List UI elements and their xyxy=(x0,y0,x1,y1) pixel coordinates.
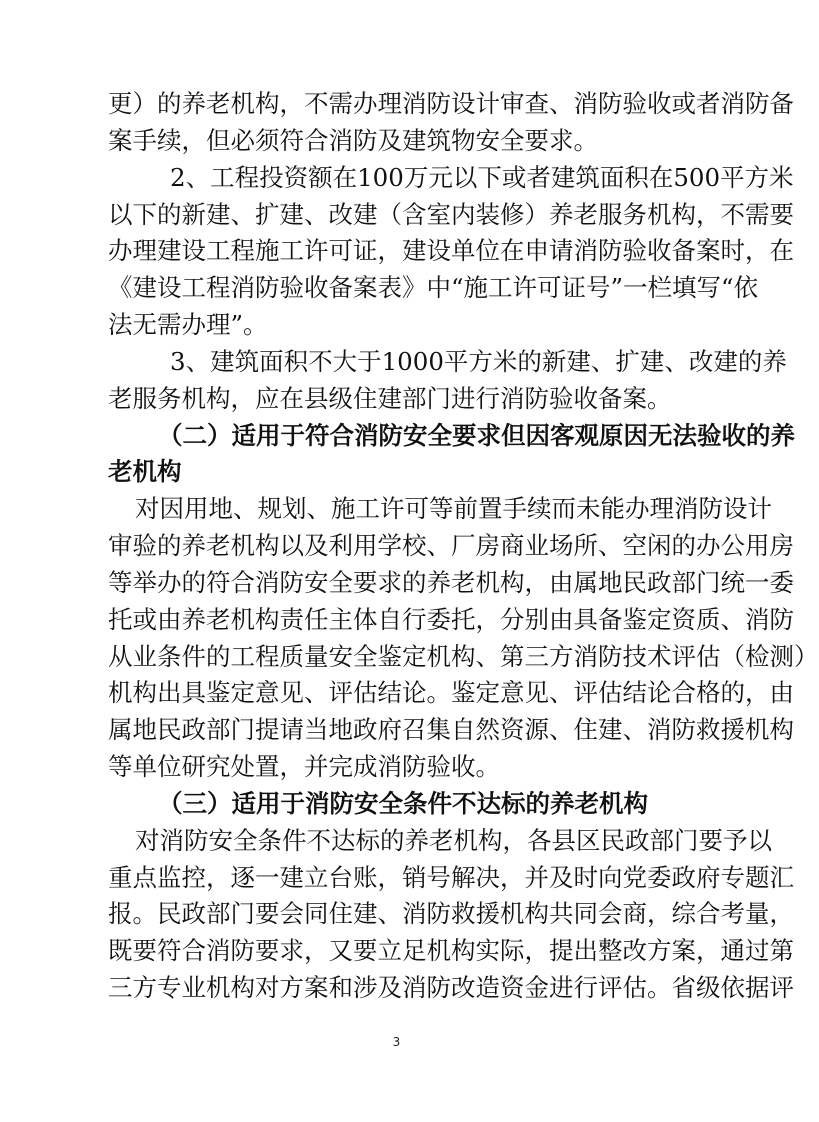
text-line: 等单位研究处置，并完成消防验收。 xyxy=(108,752,500,781)
section-heading: （二）适用于符合消防安全要求但因客观原因无法验收的养 xyxy=(158,420,795,450)
section-heading-continued: 老机构 xyxy=(108,457,182,487)
text-line: 托或由养老机构责任主体自行委托，分别由具备鉴定资质、消防 xyxy=(108,604,794,634)
section-heading: （三）适用于消防安全条件不达标的养老机构 xyxy=(158,788,648,818)
text-line: 以下的新建、扩建、改建（含室内装修）养老服务机构，不需要 xyxy=(108,199,794,229)
text-line: 更）的养老机构，不需办理消防设计审查、消防验收或者消防备 xyxy=(108,89,794,118)
text-line: 从业条件的工程质量安全鉴定机构、第三方消防技术评估（检测） xyxy=(108,641,819,671)
text-line: 2、工程投资额在100万元以下或者建筑面积在500平方米 xyxy=(170,162,794,192)
text-line: 重点监控，逐一建立台账，销号解决，并及时向党委政府专题汇 xyxy=(108,862,794,892)
page-number: 3 xyxy=(392,1035,401,1049)
text-line: 对因用地、规划、施工许可等前置手续而未能办理消防设计 xyxy=(135,494,772,524)
text-line: 三方专业机构对方案和涉及消防改造资金进行评估。省级依据评 xyxy=(108,973,794,1002)
text-line: 审验的养老机构以及利用学校、厂房商业场所、空闲的办公用房 xyxy=(108,531,794,560)
text-line: 3、建筑面积不大于1000平方米的新建、扩建、改建的养 xyxy=(170,346,787,376)
text-line: 机构出具鉴定意见、评估结论。鉴定意见、评估结论合格的，由 xyxy=(108,678,794,708)
text-line: 法无需办理”。 xyxy=(108,310,268,339)
text-line: 属地民政部门提请当地政府召集自然资源、住建、消防救援机构 xyxy=(108,715,794,745)
text-line: 等举办的符合消防安全要求的养老机构，由属地民政部门统一委 xyxy=(108,567,794,597)
text-line: 《建设工程消防验收备案表》中“施工许可证号”一栏填写“依 xyxy=(108,273,759,303)
text-line: 既要符合消防要求，又要立足机构实际，提出整改方案，通过第 xyxy=(108,936,794,966)
text-line: 老服务机构，应在县级住建部门进行消防验收备案。 xyxy=(108,383,672,413)
text-line: 办理建设工程施工许可证，建设单位在申请消防验收备案时，在 xyxy=(108,236,794,266)
text-line: 报。民政部门要会同住建、消防救援机构共同会商，综合考量， xyxy=(108,899,794,929)
text-line: 对消防安全条件不达标的养老机构，各县区民政部门要予以 xyxy=(135,825,772,855)
text-line: 案手续，但必须符合消防及建筑物安全要求。 xyxy=(108,125,598,155)
